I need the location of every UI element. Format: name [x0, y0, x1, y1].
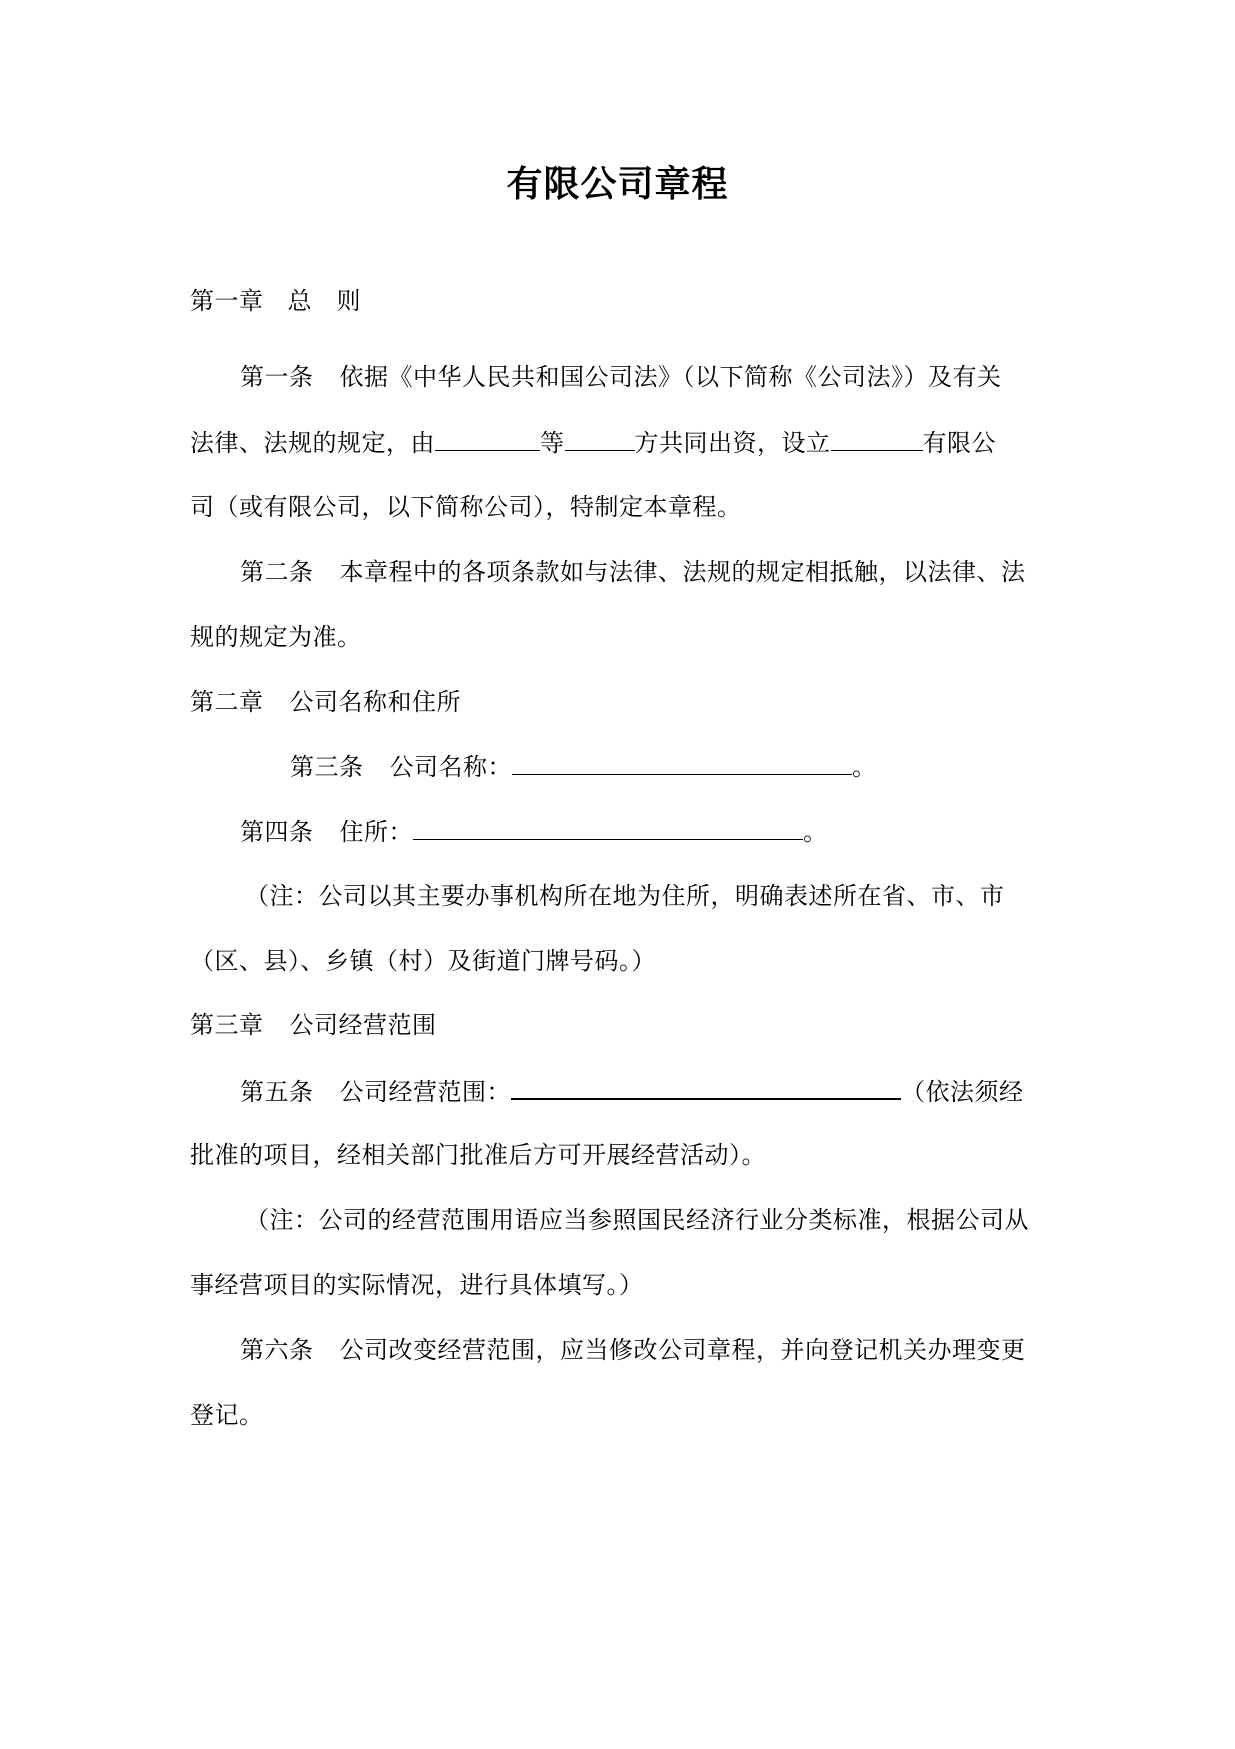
article-label: 第三条 [290, 753, 364, 781]
article-text: 方共同出资，设立 [634, 429, 831, 457]
fill-blank-promoter[interactable] [435, 422, 540, 451]
article-text: 本章程中的各项条款如与法律、法规的规定相抵触，以法律、法 [339, 558, 1026, 586]
chapter-heading-2 [190, 682, 461, 722]
article-2-line-2: 规的规定为准。 [190, 623, 362, 651]
article-text: 有限公 [922, 429, 996, 457]
document-title: 有限公司章程 [506, 163, 729, 205]
article-2-line-1 [240, 552, 1026, 592]
article-text: （依法须经 [901, 1078, 1024, 1106]
article-text: 依据《中华人民共和国公司法》（以下简称《公司法》）及有关 [339, 363, 1002, 391]
article-4 [240, 811, 828, 852]
fill-blank-address[interactable] [413, 811, 803, 840]
article-label: 第四条 [240, 818, 314, 846]
article-5-line-2: 批准的项目，经相关部门批准后方可开展经营活动）。 [190, 1141, 766, 1169]
chapter-heading-3 [190, 1005, 437, 1045]
article-6-line-2: 登记。 [190, 1401, 264, 1429]
note-1-line-2: （区、县）、乡镇（村）及街道门牌号码。） [190, 947, 656, 975]
article-1-line-3: 司（或有限公司，以下简称公司），特制定本章程。 [190, 493, 742, 521]
chapter-title: 公司经营范围 [289, 1011, 437, 1039]
article-1-line-2 [190, 422, 996, 463]
article-end: 。 [803, 818, 828, 846]
article-text: 住所： [339, 818, 413, 846]
article-1-line-1 [240, 357, 1002, 397]
article-5-line-1 [240, 1070, 1024, 1112]
note-2-line-2: 事经营项目的实际情况，进行具体填写。） [190, 1271, 644, 1299]
chapter-title: 公司名称和住所 [289, 688, 461, 716]
fill-blank-company-name[interactable] [831, 422, 923, 451]
article-end: 。 [852, 753, 877, 781]
fill-blank-company-name-full[interactable] [512, 746, 852, 775]
article-text: 法律、法规的规定，由 [190, 429, 435, 457]
chapter-label: 第一章 [190, 287, 264, 315]
article-text: 公司经营范围： [339, 1078, 511, 1106]
chapter-title: 总 则 [287, 287, 361, 315]
article-label: 第五条 [240, 1078, 314, 1106]
article-text: 公司名称： [389, 753, 512, 781]
article-text: 公司改变经营范围，应当修改公司章程，并向登记机关办理变更 [339, 1336, 1026, 1364]
article-label: 第一条 [240, 363, 314, 391]
note-2-line-1: （注：公司的经营范围用语应当参照国民经济行业分类标准，根据公司从 [245, 1206, 1029, 1234]
chapter-label: 第三章 [190, 1011, 264, 1039]
article-6-line-1 [240, 1330, 1026, 1370]
article-label: 第二条 [240, 558, 314, 586]
chapter-label: 第二章 [190, 688, 264, 716]
fill-blank-business-scope[interactable] [511, 1070, 901, 1100]
note-1-line-1: （注：公司以其主要办事机构所在地为住所，明确表述所在省、市、市 [245, 882, 1005, 910]
article-label: 第六条 [240, 1336, 314, 1364]
article-3 [290, 746, 877, 787]
fill-blank-party-count[interactable] [565, 422, 635, 451]
article-text: 等 [540, 429, 565, 457]
chapter-heading-1 [190, 281, 361, 321]
